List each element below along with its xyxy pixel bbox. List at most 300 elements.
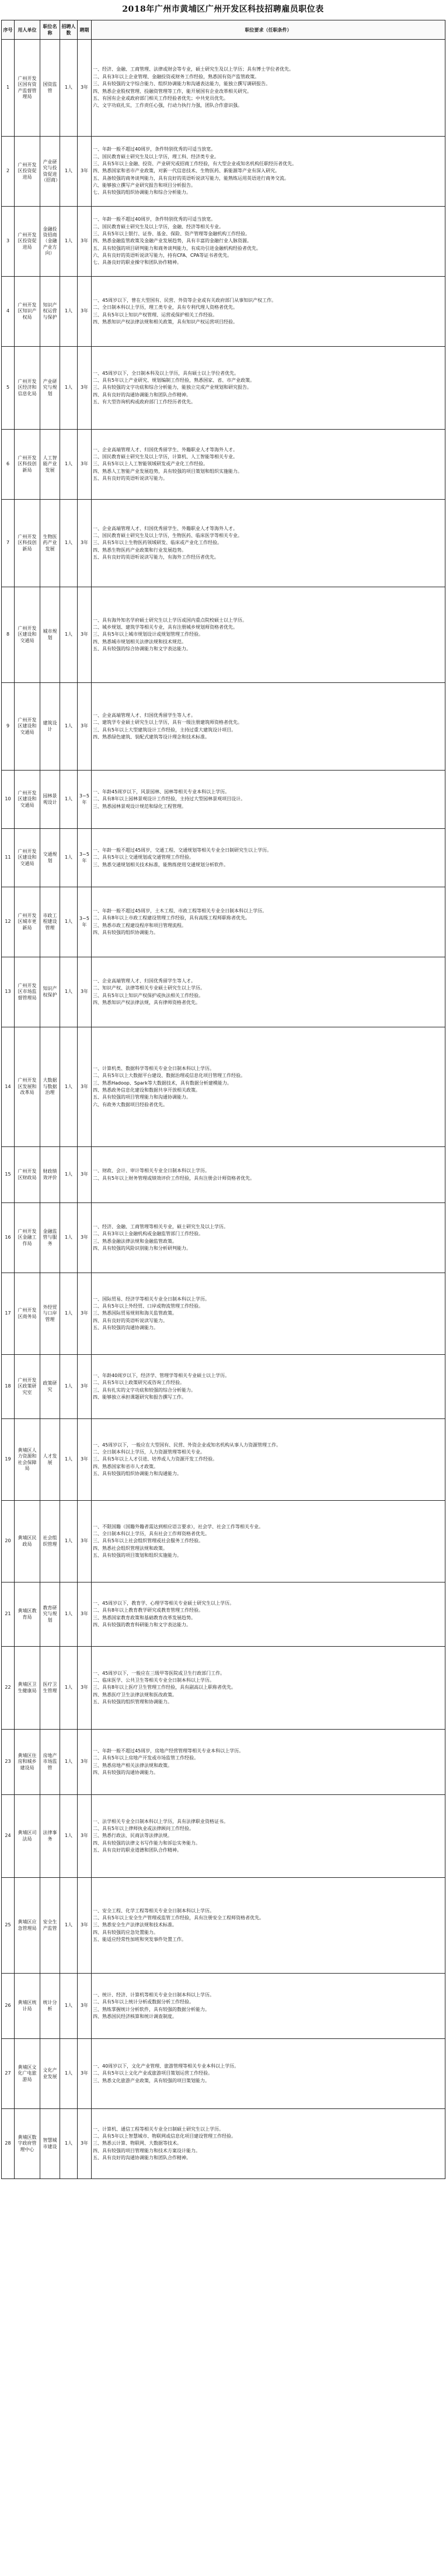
requirement-line: 三、熟悉行政法、民商法等法律法规。 <box>93 1833 172 1839</box>
row-number: 14 <box>2 1027 15 1147</box>
requirement-line: 二、具有8年以上市政工程建设管理工作经验，具有高级工程师职称者优先。 <box>93 915 250 921</box>
row-count: 1人 <box>60 207 78 277</box>
row-requirements <box>92 1355 445 1419</box>
row-position: 国资监管 <box>40 40 60 137</box>
requirement-line: 一、年龄45周岁以下，风景园林、园林等相关专业本科以上学历。 <box>93 789 230 794</box>
requirement-line: 一、企业高端管理人才、归国优秀留学生、外籍职业人才等海外人才。 <box>93 525 238 531</box>
table-row <box>2 1273 445 1355</box>
table-row <box>2 829 445 887</box>
row-position: 安全生产监管 <box>40 1878 60 1974</box>
row-position: 人才发展 <box>40 1419 60 1501</box>
row-requirements <box>92 347 445 430</box>
requirement-line: 五、具有良好的职业道德和团队合作精神。 <box>93 1848 182 1853</box>
row-requirements <box>92 207 445 277</box>
requirement-line: 四、能够独立承担课题研究和报告撰写工作。 <box>93 1394 186 1400</box>
row-term: 3年 <box>78 1355 92 1419</box>
row-position: 财政绩效评价 <box>40 1147 60 1203</box>
row-requirements <box>92 587 445 683</box>
requirement-line: 四、具有较强的应急处置能力。 <box>93 1929 158 1935</box>
header-term: 聘期 <box>78 20 92 40</box>
row-requirements <box>92 40 445 137</box>
row-term: 3年 <box>78 957 92 1027</box>
requirement-line: 三、具有5年以上知识产权管理、运营或保护相关工作经验。 <box>93 312 218 318</box>
requirement-line: 四、熟悉绿色建筑、装配式建筑等设计理念和技术标准。 <box>93 734 210 740</box>
requirement-line: 三、熟悉金融法律法规和金融监管政策。 <box>93 1238 177 1244</box>
row-term: 3年 <box>78 500 92 587</box>
row-unit: 广州开发区科技创新局 <box>15 430 40 500</box>
row-requirements <box>92 771 445 829</box>
row-number: 10 <box>2 771 15 829</box>
table-row <box>2 1203 445 1273</box>
row-number: 26 <box>2 1974 15 2039</box>
requirement-line: 五、具有较强的项目管理能力和沟通协调能力。 <box>93 1094 191 1100</box>
row-unit: 黄埔区统计局 <box>15 1974 40 2039</box>
requirement-line: 二、国民教育硕士研究生及以上学历，生物医药、临床医学等相关专业。 <box>93 532 242 538</box>
requirement-line: 四、具有良好的英语听说读写能力。 <box>93 1317 168 1323</box>
requirement-line: 三、具有5年以上人才引进、培养或人力资源开发工作经验。 <box>93 1456 218 1462</box>
row-position: 医疗卫生管理 <box>40 1647 60 1730</box>
row-term: 3年 <box>78 277 92 347</box>
requirement-line: 三、具有5年以上人工智能领域研发或产业化工作经验。 <box>93 461 208 467</box>
row-requirements <box>92 1203 445 1273</box>
table-row <box>2 1647 445 1730</box>
requirement-line: 一、年龄一般不超过40周岁，条件特别优秀的可适当放宽。 <box>93 217 216 222</box>
header-requirements: 职位要求（任职条件） <box>92 20 445 40</box>
row-requirements <box>92 683 445 771</box>
row-count: 1人 <box>60 1647 78 1730</box>
table-row <box>2 1878 445 1974</box>
row-position: 法律事务 <box>40 1795 60 1878</box>
row-unit: 广州开发区城市更新局 <box>15 887 40 957</box>
row-position: 金融投资招商（金融产业方向） <box>40 207 60 277</box>
row-position: 人工智能产业发展 <box>40 430 60 500</box>
row-requirements <box>92 1647 445 1730</box>
requirement-line: 三、熟悉市政工程建设程序和项目管理流程。 <box>93 922 186 928</box>
row-requirements <box>92 887 445 957</box>
requirement-line: 三、熟悉房地产相关法律法规和政策。 <box>93 1762 172 1768</box>
requirement-line: 二、具有5年以上产业研究、规划编制工作经验，熟悉国家、省、市产业政策。 <box>93 377 255 383</box>
requirement-line: 四、熟悉知识产权法律法规，具有律师资格者优先。 <box>93 999 200 1005</box>
row-unit: 广州开发区建设和交通局 <box>15 683 40 771</box>
requirement-line: 二、全日制本科以上学历，具有社会工作师资格者优先。 <box>93 1531 210 1536</box>
table-body <box>2 40 445 2179</box>
requirement-line: 一、财政、会计、审计等相关专业全日制本科以上学历。 <box>93 1168 210 1174</box>
row-term: 3~5年 <box>78 771 92 829</box>
row-unit: 广州开发区财政局 <box>15 1147 40 1203</box>
header-unit: 用人单位 <box>15 20 40 40</box>
row-position: 园林景观设计 <box>40 771 60 829</box>
requirement-line: 二、具有5年以上外经贸、口岸或物流管理工作经验。 <box>93 1303 204 1309</box>
table-row <box>2 430 445 500</box>
row-unit: 黄埔区应急管理局 <box>15 1878 40 1974</box>
requirement-line: 一、年龄一般不超过45周岁，房地产经营管理等相关专业本科以上学历。 <box>93 1748 244 1754</box>
row-unit: 黄埔区住房和城乡建设局 <box>15 1730 40 1795</box>
requirement-line: 二、具有8年以上教育教学研究或教育管理工作经验。 <box>93 1608 204 1613</box>
requirement-line: 二、城乡规划、建筑学等相关专业，具有注册城乡规划师资格者优先。 <box>93 624 238 630</box>
requirement-line: 一、具有海外知名学府硕士研究生以上学历或国内重点院校硕士以上学历。 <box>93 617 247 623</box>
row-term: 3年 <box>78 1203 92 1273</box>
row-number: 17 <box>2 1273 15 1355</box>
row-requirements <box>92 1147 445 1203</box>
row-count: 1人 <box>60 1355 78 1419</box>
row-count: 1人 <box>60 1795 78 1878</box>
requirement-line: 一、45周岁以下，一般应在三级甲等医院或卫生行政部门工作。 <box>93 1670 225 1676</box>
row-requirements <box>92 1974 445 2039</box>
requirement-line: 四、熟悉国民经济核算和统计调查制度。 <box>93 2013 177 2019</box>
row-position: 建筑设计 <box>40 683 60 771</box>
table-row <box>2 587 445 683</box>
row-number: 22 <box>2 1647 15 1730</box>
row-requirements <box>92 829 445 887</box>
requirement-line: 四、熟悉城市规划相关法律法规和技术规范。 <box>93 639 186 644</box>
row-number: 18 <box>2 1355 15 1419</box>
row-term: 3年 <box>78 1730 92 1795</box>
row-number: 9 <box>2 683 15 771</box>
row-unit: 黄埔区人力资源和社会保障局 <box>15 1419 40 1501</box>
row-term: 3年 <box>78 587 92 683</box>
requirement-line: 一、45周岁以下，教育学、心理学等相关专业硕士研究生以上学历。 <box>93 1600 235 1606</box>
table-row <box>2 1795 445 1878</box>
requirement-line: 四、熟悉生物医药产业政策和行业发展趋势。 <box>93 547 186 553</box>
row-term: 3~5年 <box>78 829 92 887</box>
requirement-line: 一、年龄一般不超过40周岁，条件特别优秀的可适当放宽。 <box>93 147 216 152</box>
row-number: 16 <box>2 1203 15 1273</box>
requirement-line: 二、知识产权、法律等相关专业硕士研究生以上学历。 <box>93 985 205 991</box>
row-requirements <box>92 1273 445 1355</box>
requirement-line: 二、国民教育硕士研究生及以上学历，金融、经济等相关专业。 <box>93 224 224 229</box>
row-count: 1人 <box>60 347 78 430</box>
row-number: 12 <box>2 887 15 957</box>
requirement-line: 六、有政务大数据项目经验者优先。 <box>93 1101 168 1107</box>
row-requirements <box>92 1501 445 1582</box>
requirement-line: 五、有大型咨询机构或政府部门工作经历者优先。 <box>93 399 196 405</box>
row-count: 1人 <box>60 1273 78 1355</box>
row-term: 3~5年 <box>78 887 92 957</box>
row-number: 23 <box>2 1730 15 1795</box>
requirement-line: 二、具有3年以上金融机构或金融监管部门工作经验。 <box>93 1231 204 1237</box>
requirement-line: 三、具有较强的文字功底和综合分析能力，能独立完成产业规划和研究报告。 <box>93 385 252 391</box>
requirement-line: 一、企业高端管理人才、归国优秀留学生等人才。 <box>93 978 196 984</box>
requirement-line: 二、国民教育硕士研究生及以上学历，计算机、人工智能等相关专业。 <box>93 454 238 459</box>
table-row <box>2 347 445 430</box>
requirement-line: 一、45周岁以下，曾在大型国有、民营、外资等企业或有关政府部门从事知识产权工作。 <box>93 297 277 303</box>
requirement-line: 一、经济、金融、工商管理、法律或财会等专业，硕士研究生及以上学历；具有博士学位者优先。 <box>93 67 294 72</box>
requirement-line: 二、具有5年以上统计分析或数据分析工作经验。 <box>93 1999 194 2005</box>
row-position: 文化产业发展 <box>40 2039 60 2109</box>
row-position: 房地产市场监管 <box>40 1730 60 1795</box>
requirement-line: 二、全日制本科以上学历，人力资源管理等相关专业。 <box>93 1449 205 1455</box>
page-title: 2018年广州市黄埔区广州开发区科技招聘雇员职位表 <box>122 5 324 14</box>
requirement-line: 二、具有3年以上企业管理、金融投资或财务工作经验，熟悉国有资产监管政策。 <box>93 74 260 79</box>
row-position: 知识产权运营与保护 <box>40 277 60 347</box>
requirement-line: 二、具有5年以上大数据平台建设、数据治理或信息化项目管理工作经验。 <box>93 1073 246 1079</box>
row-position: 教育研究与规划 <box>40 1582 60 1647</box>
table-row <box>2 957 445 1027</box>
row-number: 13 <box>2 957 15 1027</box>
row-term: 3年 <box>78 207 92 277</box>
row-term: 3年 <box>78 1147 92 1203</box>
row-requirements <box>92 2039 445 2109</box>
row-unit: 广州开发区知识产权局 <box>15 277 40 347</box>
requirement-line: 一、45周岁以下，全日制本科及以上学历，具有硕士以上学位者优先。 <box>93 370 239 376</box>
row-count: 1人 <box>60 1027 78 1147</box>
requirement-line: 五、能适应经常性加班和突发事件处置工作。 <box>93 1937 186 1943</box>
row-unit: 广州开发区商务局 <box>15 1273 40 1355</box>
row-term: 3年 <box>78 137 92 207</box>
table-row <box>2 1501 445 1582</box>
row-count: 1人 <box>60 1974 78 2039</box>
row-unit: 广州开发区发展和改革局 <box>15 1027 40 1147</box>
row-count: 1人 <box>60 887 78 957</box>
requirement-line: 六、文字功底扎实，工作责任心强，行动力执行力强，团队合作意识强。 <box>93 103 242 109</box>
row-position: 统计分析 <box>40 1974 60 2039</box>
row-position: 产业研究与规划 <box>40 347 60 430</box>
requirement-line: 四、具有较强的法律文书写作能力和诉讼实务能力。 <box>93 1840 200 1846</box>
table-row <box>2 1582 445 1647</box>
row-position: 大数据与数据治理 <box>40 1027 60 1147</box>
jobs-table <box>1 20 445 2179</box>
requirement-line: 五、具有较强的沟通协调能力。 <box>93 1325 158 1331</box>
requirement-line: 一、安全工程、化学工程等相关专业全日制本科以上学历。 <box>93 1908 214 1913</box>
table-row <box>2 1027 445 1147</box>
row-number: 25 <box>2 1878 15 1974</box>
row-unit: 广州开发区投资促进局 <box>15 207 40 277</box>
row-term: 3年 <box>78 1974 92 2039</box>
row-requirements <box>92 1419 445 1501</box>
requirement-line: 五、具有良好的英语听说读写能力，有海外工作经历者优先。 <box>93 555 219 560</box>
requirement-line: 二、国民教育硕士研究生及以上学历，理工科、经济类专业。 <box>93 154 219 159</box>
requirement-line: 三、具有较强的文字综合能力、组织协调能力和沟通表达能力，能独立撰写调研报告。 <box>93 81 270 87</box>
row-count: 1人 <box>60 1147 78 1203</box>
table-row <box>2 771 445 829</box>
requirement-line: 四、熟悉知识产权法律法规和相关政策，具有知识产权运营项目经验。 <box>93 319 238 325</box>
requirement-line: 四、熟悉政务信息化建设和数据共享开放相关政策。 <box>93 1087 200 1093</box>
requirement-line: 二、具有5年以上智慧城市、物联网或信息化项目建设管理工作经验。 <box>93 2133 236 2139</box>
row-number: 3 <box>2 207 15 277</box>
row-unit: 黄埔区文化广电旅游局 <box>15 2039 40 2109</box>
requirement-line: 三、具有5年以上社会组织管理或社会服务工作经验。 <box>93 1538 204 1544</box>
requirement-line: 五、有国有企业或政府部门相关工作经验者优先；中共党员优先。 <box>93 95 228 101</box>
requirement-line: 一、40周岁以下，文化产业管理、旅游管理等相关专业本科以上学历。 <box>93 2063 239 2069</box>
requirement-line: 三、熟悉云计算、物联网、大数据等技术。 <box>93 2141 182 2146</box>
requirement-line: 三、熟悉Hadoop、Spark等大数据技术，具有数据分析建模能力。 <box>93 1080 232 1086</box>
table-row <box>2 277 445 347</box>
requirement-line: 六、具有良好的英语听说读写能力，持有CFA、CPA等证书者优先。 <box>93 253 232 259</box>
requirement-line: 五、具有良好的英语听说读写能力。 <box>93 476 168 482</box>
requirement-line: 五、具有较强的组织协调能力和沟通能力。 <box>93 1471 182 1477</box>
row-term: 3年 <box>78 1027 92 1147</box>
row-unit: 广州开发区金融工作局 <box>15 1203 40 1273</box>
requirement-line: 四、熟悉金融监管政策及金融产业发展趋势，具有丰富的金融行业人脉资源。 <box>93 238 252 244</box>
row-count: 1人 <box>60 40 78 137</box>
requirement-line: 一、年龄40周岁以下，经济学、管理学等相关专业硕士以上学历。 <box>93 1372 230 1378</box>
requirement-line: 四、熟悉社会组织管理法规和政策。 <box>93 1545 168 1551</box>
row-position: 交通规划 <box>40 829 60 887</box>
row-unit: 黄埔区民政局 <box>15 1501 40 1582</box>
row-count: 1人 <box>60 1582 78 1647</box>
requirement-line: 二、全日制本科以上学历，理工类专业，具有专利代理人资格者优先。 <box>93 305 238 311</box>
table-row <box>2 2039 445 2109</box>
row-unit: 广州开发区投资促进局 <box>15 137 40 207</box>
row-count: 1人 <box>60 771 78 829</box>
requirement-line: 四、熟悉医疗卫生法律法规和医改政策。 <box>93 1692 177 1697</box>
row-count: 1人 <box>60 137 78 207</box>
row-requirements <box>92 277 445 347</box>
requirement-line: 四、具有较强的风险识别能力和分析研判能力。 <box>93 1245 191 1251</box>
row-number: 6 <box>2 430 15 500</box>
requirement-line: 四、具有较强的沟通协调能力。 <box>93 1769 158 1775</box>
requirement-line: 二、具有5年以上文化产业或旅游项目策划运营工作经验。 <box>93 2070 213 2076</box>
requirement-line: 三、熟悉安全生产法律法规和技术标准。 <box>93 1922 177 1928</box>
row-position: 外经贸与口岸管理 <box>40 1273 60 1355</box>
row-count: 1人 <box>60 2109 78 2179</box>
requirement-line: 一、统计、经济、计算机等相关专业全日制本科以上学历。 <box>93 1992 214 1998</box>
requirement-line: 二、具有5年以上财务管理或绩效评价工作经验，具有注册会计师资格者优先。 <box>93 1175 255 1181</box>
table-row <box>2 2109 445 2179</box>
requirement-line: 三、熟悉交通规划相关技术标准，能熟练使用交通规划分析软件。 <box>93 862 228 867</box>
row-position: 智慧城市建设 <box>40 2109 60 2179</box>
row-number: 21 <box>2 1582 15 1647</box>
row-requirements <box>92 957 445 1027</box>
row-term: 3年 <box>78 1795 92 1878</box>
row-term: 3年 <box>78 1878 92 1974</box>
requirement-line: 一、经济、金融、工商管理等相关专业，硕士研究生及以上学历。 <box>93 1223 228 1229</box>
requirement-line: 二、具有5年以上政策研究或咨询工作经验。 <box>93 1380 185 1386</box>
row-position: 金融监管与服务 <box>40 1203 60 1273</box>
table-row <box>2 1974 445 2039</box>
table-row <box>2 40 445 137</box>
requirement-line: 二、具有5年以上律师执业或法律顾问工作经验。 <box>93 1825 194 1831</box>
row-count: 1人 <box>60 1878 78 1974</box>
row-count: 1人 <box>60 957 78 1027</box>
row-number: 19 <box>2 1419 15 1501</box>
row-position: 社会组织管理 <box>40 1501 60 1582</box>
row-number: 11 <box>2 829 15 887</box>
requirement-line: 五、具有良好的沟通协调能力和团队合作精神。 <box>93 2155 191 2161</box>
header-position: 职位名称 <box>40 20 60 40</box>
row-position: 政策研究 <box>40 1355 60 1419</box>
requirement-line: 五、具有较强的组织管理和协调能力。 <box>93 1699 172 1705</box>
requirement-line: 三、熟悉国际贸易规则和海关监管政策。 <box>93 1310 177 1316</box>
requirement-line: 四、具有较强的组织协调能力。 <box>93 929 158 935</box>
row-number: 20 <box>2 1501 15 1582</box>
row-requirements <box>92 1582 445 1647</box>
row-number: 4 <box>2 277 15 347</box>
row-position: 产业研究与投资促进（招商） <box>40 137 60 207</box>
row-requirements <box>92 1878 445 1974</box>
row-term: 3年 <box>78 2039 92 2109</box>
requirement-line: 四、熟悉国家和省市人才政策。 <box>93 1463 158 1469</box>
table-row <box>2 1355 445 1419</box>
table-row <box>2 207 445 277</box>
requirement-line: 二、具有8年以上园林景观设计工作经验，主持过大型园林景观项目设计。 <box>93 796 246 802</box>
row-position: 城市规划 <box>40 587 60 683</box>
requirement-line: 七、具备良好的职业操守和团队协作精神。 <box>93 260 182 266</box>
requirement-line: 五、具有较强的综合协调能力和文字表达能力。 <box>93 646 191 652</box>
table-header-row <box>2 20 445 40</box>
row-unit: 广州开发区建设和交通局 <box>15 771 40 829</box>
table-row <box>2 1730 445 1795</box>
row-requirements <box>92 1795 445 1878</box>
row-term: 3年 <box>78 430 92 500</box>
row-term: 3年 <box>78 40 92 137</box>
requirement-line: 二、具有5年以上交通规划或交通管理工作经验。 <box>93 855 194 860</box>
row-term: 3年 <box>78 2109 92 2179</box>
row-requirements <box>92 500 445 587</box>
row-term: 3年 <box>78 1647 92 1730</box>
table-row <box>2 500 445 587</box>
requirement-line: 三、具有5年以上大型建筑设计工作经验，主持过重大建筑设计项目。 <box>93 727 236 733</box>
row-term: 3年 <box>78 1501 92 1582</box>
row-number: 2 <box>2 137 15 207</box>
row-count: 1人 <box>60 2039 78 2109</box>
requirement-line: 五、具备较强的商务谈判能力，具有良好的英语听说读写能力，能熟练运用英语进行商务交流。 <box>93 175 289 181</box>
requirement-line: 一、计算机类、数据科学等相关专业全日制本科以上学历。 <box>93 1065 214 1071</box>
row-number: 15 <box>2 1147 15 1203</box>
header-no: 序号 <box>2 20 15 40</box>
requirement-line: 四、具有较强的项目管理能力和技术方案设计能力。 <box>93 2148 200 2153</box>
requirement-line: 二、具有5年以上房地产开发或市场监管工作经验。 <box>93 1755 199 1761</box>
requirement-line: 一、国际贸易、经济学等相关专业全日制本科以上学历。 <box>93 1296 210 1302</box>
row-number: 27 <box>2 2039 15 2109</box>
requirement-line: 三、具有5年以上生物医药领域研发、临床或产业化工作经验。 <box>93 540 222 546</box>
requirement-line: 三、具有5年以上银行、证券、基金、保险、资产管理等金融机构工作经验。 <box>93 231 250 236</box>
row-unit: 广州开发区建设和交通局 <box>15 587 40 683</box>
requirement-line: 一、45周岁以下，一般应在大型国有、民营、外资企业或知名机构从事人力资源管理工作。 <box>93 1442 281 1448</box>
requirement-line: 三、熟悉文化旅游产业政策，具有较强的项目策划能力。 <box>93 2077 210 2083</box>
row-unit: 广州开发区经济和信息化局 <box>15 347 40 430</box>
row-position: 生物医药产业发展 <box>40 500 60 587</box>
row-count: 1人 <box>60 500 78 587</box>
row-unit: 黄埔区司法局 <box>15 1795 40 1878</box>
requirement-line: 四、具有良好的沟通协调能力和团队合作精神。 <box>93 392 191 398</box>
requirement-line: 二、临床医学、公共卫生等相关专业全日制本科以上学历。 <box>93 1677 214 1683</box>
requirement-line: 三、具有5年以上知识产权保护或执法相关工作经验。 <box>93 992 204 998</box>
requirement-line: 四、熟悉人工智能产业发展趋势，具有较强的项目策划和组织实施能力。 <box>93 468 242 474</box>
row-term: 3年 <box>78 1582 92 1647</box>
requirement-line: 三、熟练掌握统计分析软件，具有较强的数据分析能力。 <box>93 2006 210 2012</box>
row-number: 7 <box>2 500 15 587</box>
requirement-line: 三、具有5年以上金融、投资、产业研究或招商工作经验，有大型企业或知名机构任职经历者优先。 <box>93 161 297 166</box>
requirement-line: 四、熟悉企业股权管理、投融资管理等工作，能开展国有企业改革相关研究。 <box>93 88 252 94</box>
row-term: 3年 <box>78 683 92 771</box>
requirement-line: 五、具有较强的项目策划和组织实施能力。 <box>93 1553 182 1559</box>
row-term: 3年 <box>78 1273 92 1355</box>
requirement-line: 四、熟悉国家和省市产业政策，对新一代信息技术、生物医药、新能源等产业有深入研究。 <box>93 168 280 174</box>
row-requirements <box>92 1027 445 1147</box>
row-number: 24 <box>2 1795 15 1878</box>
row-unit: 黄埔区卫生健康局 <box>15 1647 40 1730</box>
row-position: 市政工程建设管理 <box>40 887 60 957</box>
requirement-line: 三、具有8年以上医疗卫生管理工作经验，具有副高以上职称者优先。 <box>93 1685 236 1690</box>
row-unit: 黄埔区数字政府管理中心 <box>15 2109 40 2179</box>
requirement-line: 一、法学相关专业全日制本科以上学历，具有法律职业资格证书。 <box>93 1818 228 1824</box>
row-requirements <box>92 137 445 207</box>
table-row <box>2 137 445 207</box>
row-unit: 广州开发区科技创新局 <box>15 500 40 587</box>
row-count: 1人 <box>60 1730 78 1795</box>
row-term: 3年 <box>78 347 92 430</box>
table-row <box>2 887 445 957</box>
requirement-line: 七、具有较强的组织协调能力和综合分析能力。 <box>93 190 191 196</box>
row-count: 1人 <box>60 1501 78 1582</box>
row-count: 1人 <box>60 587 78 683</box>
row-number: 28 <box>2 2109 15 2179</box>
row-count: 1人 <box>60 277 78 347</box>
requirement-line: 一、企业高端管理人才、归国优秀留学生等人才。 <box>93 712 196 718</box>
requirement-line: 五、具有较强的项目研判能力和商务谈判能力，有成功引进金融机构经验者优先。 <box>93 245 261 251</box>
row-count: 1人 <box>60 1203 78 1273</box>
